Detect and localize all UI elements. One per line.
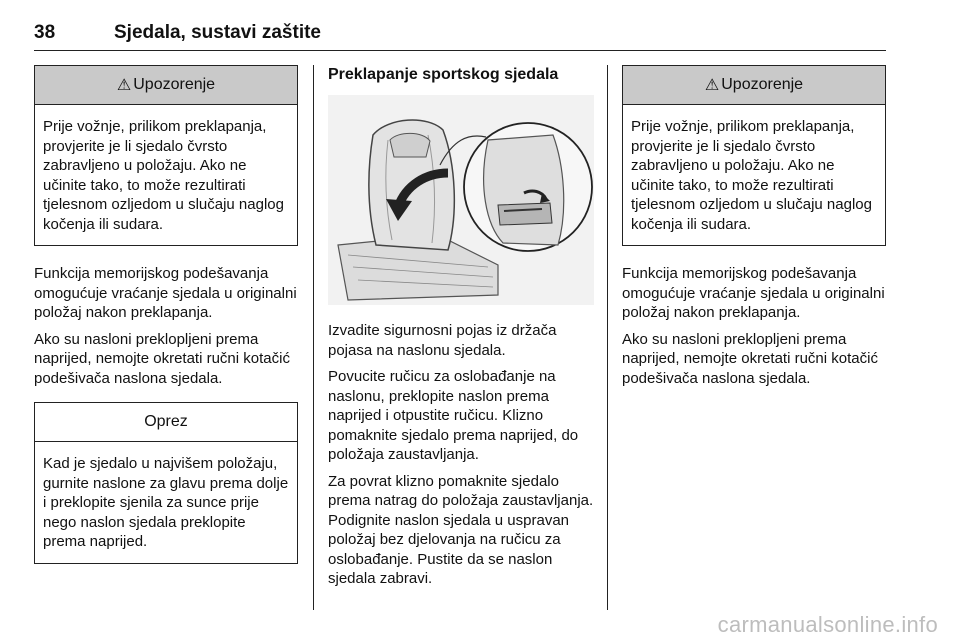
warning-title: Upozorenje xyxy=(133,76,216,93)
caution-box xyxy=(34,402,298,564)
warning-box-header xyxy=(35,66,297,105)
column-divider xyxy=(607,65,608,610)
fold-forward-paragraph: Povucite ručicu za oslobađanje na naslonu, preklopite naslon prema naprijed i otpustite ručicu. Klizno pomaknite sjedalo prema naprijed, do položaja zaustavljanja. xyxy=(328,368,579,463)
warning-text: Prije vožnje, prilikom preklapanja, provjerite je li sjedalo čvrsto zabravljeno u položaju. Ako ne učinite tako, to može rezultirati tjelesnom ozljedom u slučaju naglog kočenja ili sudara. xyxy=(631,118,872,233)
warning-title: Upozorenje xyxy=(721,76,804,93)
caution-text: Kad je sjedalo u najvišem položaju, gurnite naslone za glavu prema dolje i preklopite sjenila za sunce prije nego naslon sjedala preklopite prema naprijed. xyxy=(43,455,289,550)
warning-box xyxy=(34,65,298,246)
middle-column xyxy=(328,65,594,596)
caution-title: Oprez xyxy=(144,413,188,430)
caution-box-header xyxy=(35,403,297,442)
remove-belt-paragraph: Izvadite sigurnosni pojas iz držača pojasa na naslonu sjedala. xyxy=(328,322,557,359)
sport-seat-folding-illustration xyxy=(328,95,594,305)
column-divider xyxy=(313,65,314,610)
warning-box xyxy=(622,65,886,246)
page-title: Sjedala, sustavi zaštite xyxy=(114,22,321,43)
backrest-handwheel-paragraph: Ako su nasloni preklopljeni prema naprijed, nemojte okretati ručni kotačić podešivača naslona sjedala. xyxy=(622,330,878,387)
page-header xyxy=(34,22,886,51)
return-seat-paragraph: Za povrat klizno pomaknite sjedalo prema natrag do položaja zaustavljanja. Podignite naslon sjedala u uspravan položaj bez djelovanja na ručicu za oslobađanje. Pustite da se naslon sjedala zabravi. xyxy=(328,472,594,587)
warning-text: Prije vožnje, prilikom preklapanja, provjerite je li sjedalo čvrsto zabravljeno u položaju. Ako ne učinite tako, to može rezultirati tjelesnom ozljedom u slučaju naglog kočenja ili sudara. xyxy=(43,118,284,233)
warning-box-header xyxy=(623,66,885,105)
memory-function-paragraph: Funkcija memorijskog podešavanja omogućuje vraćanje sjedala u originalni položaj nakon preklapanja. xyxy=(34,265,297,321)
backrest-handwheel-paragraph: Ako su nasloni preklopljeni prema naprijed, nemojte okretati ručni kotačić podešivača naslona sjedala. xyxy=(34,330,290,387)
right-column xyxy=(622,65,886,395)
memory-function-paragraph: Funkcija memorijskog podešavanja omogućuje vraćanje sjedala u originalni položaj nakon preklapanja. xyxy=(622,265,885,321)
warning-triangle-icon: ⚠ xyxy=(704,77,720,94)
warning-triangle-icon: ⚠ xyxy=(116,77,132,94)
section-heading: Preklapanje sportskog sjedala xyxy=(328,66,559,83)
left-column xyxy=(34,65,298,582)
watermark: carmanualsonline.info xyxy=(717,612,938,637)
page-number: 38 xyxy=(34,22,56,43)
